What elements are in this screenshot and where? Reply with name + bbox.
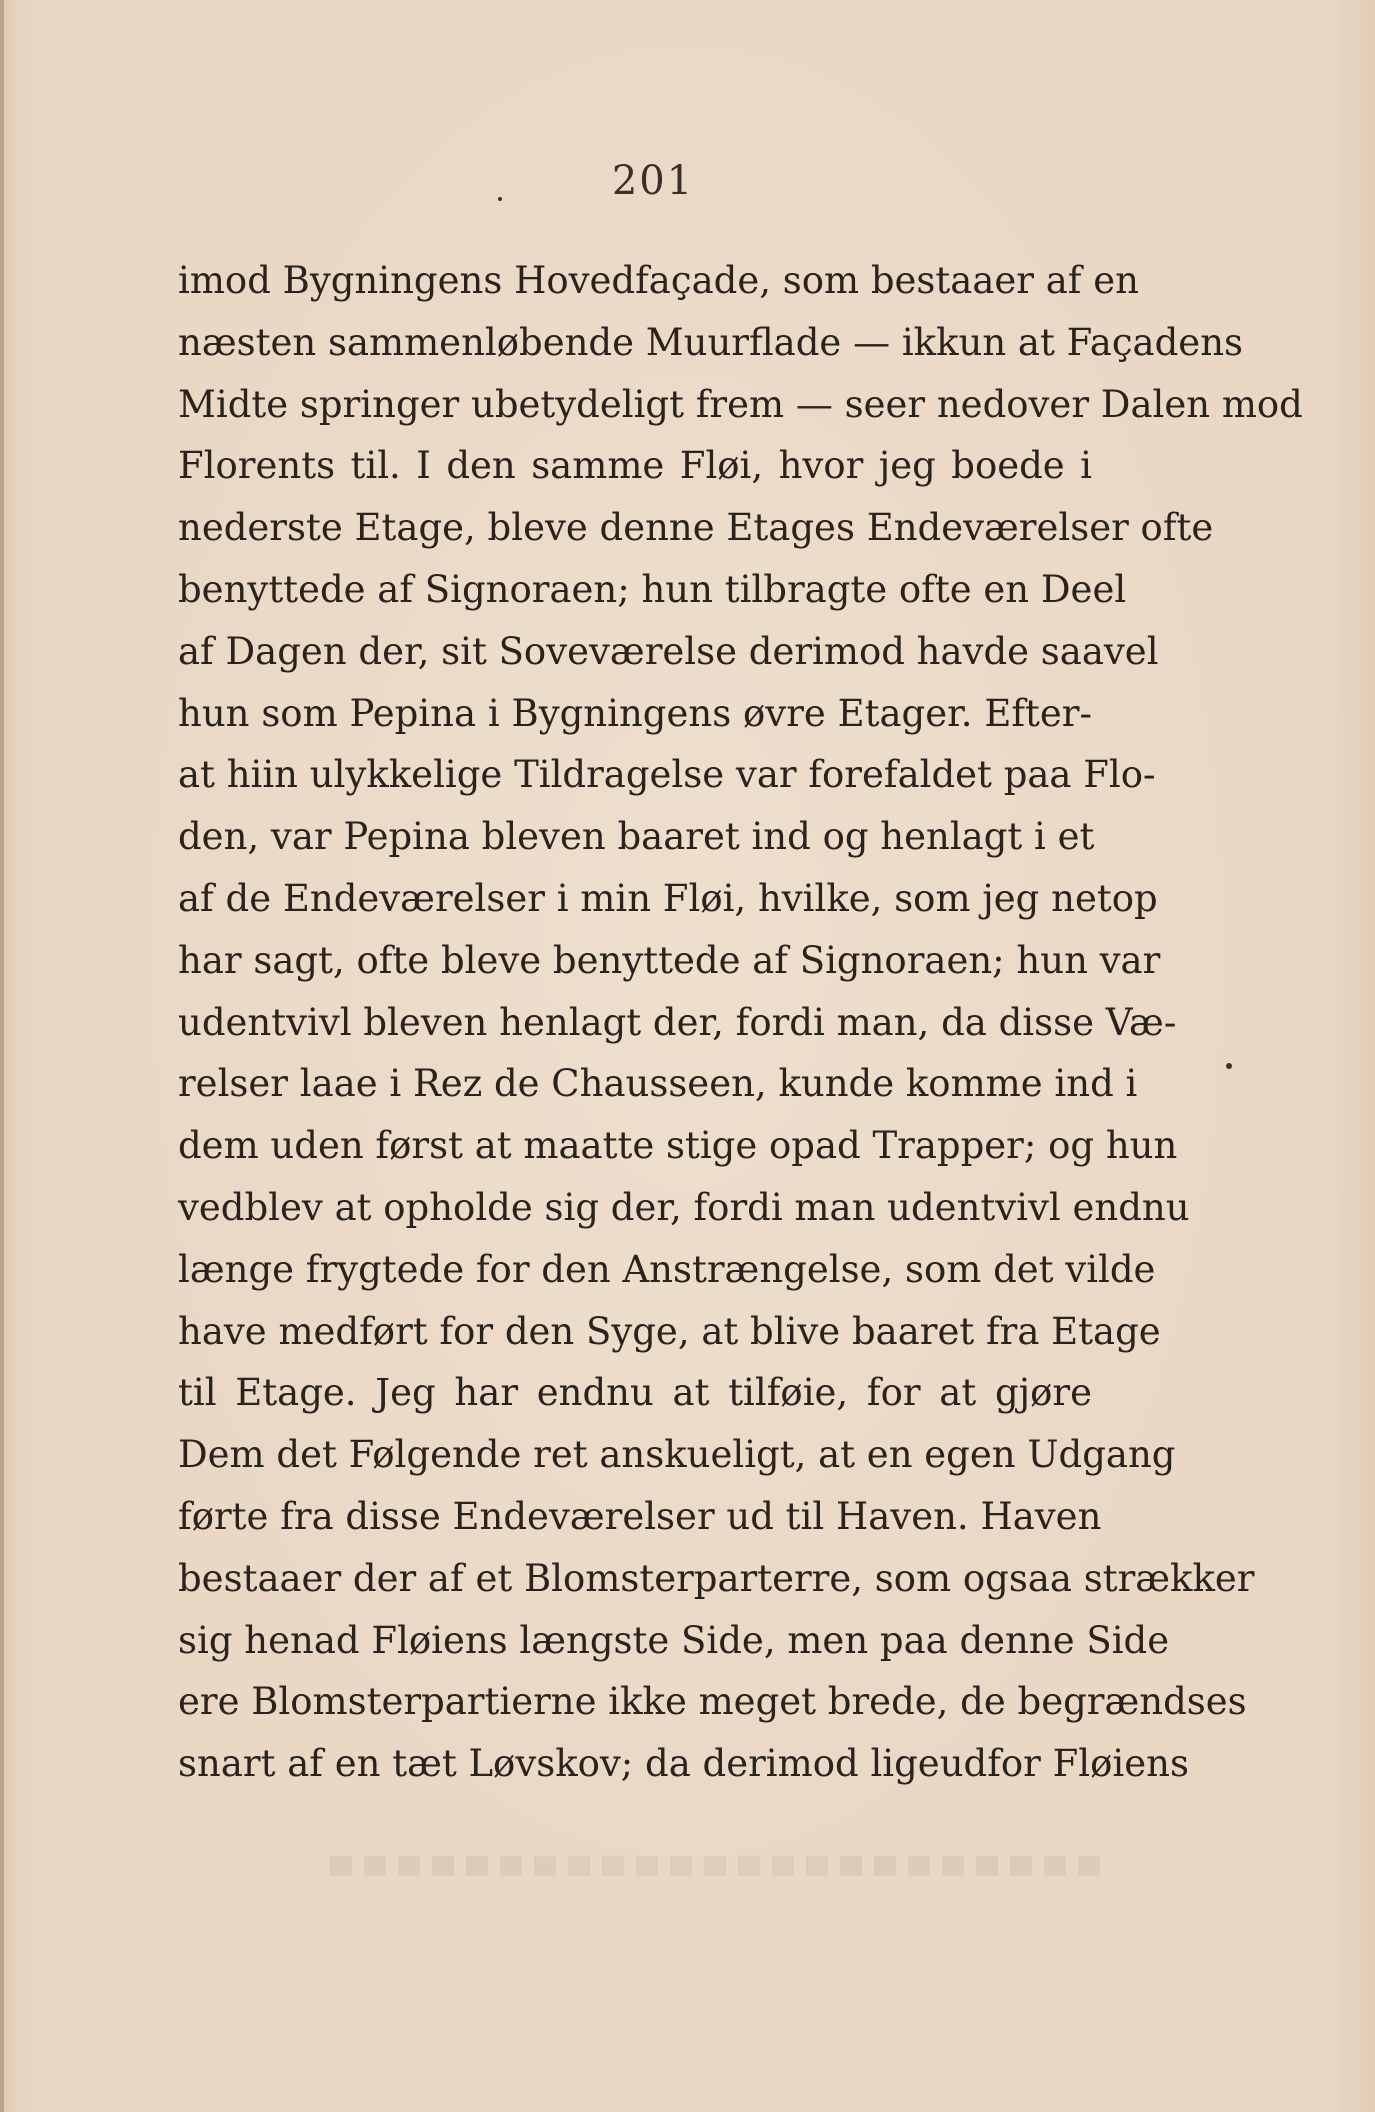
page-edge xyxy=(0,0,4,2112)
text-line: have medført for den Syge, at blive baaret fra Etage xyxy=(178,1309,1161,1353)
text-line: Midte springer ubetydeligt frem — seer nedover Dalen mod xyxy=(178,382,1303,426)
text-line: dem uden først at maatte stige opad Trapper; og hun xyxy=(178,1124,1178,1168)
text-line: snart af en tæt Løvskov; da derimod ligeudfor Fløiens xyxy=(178,1742,1189,1786)
text-line: ere Blomsterpartierne ikke meget brede, de begrændses xyxy=(178,1680,1247,1724)
text-line: relser laae i Rez de Chausseen, kunde komme ind i xyxy=(178,1062,1138,1106)
text-line: Dem det Følgende ret anskueligt, at en egen Udgang xyxy=(178,1433,1176,1477)
text-line: vedblev at opholde sig der, fordi man udentvivl endnu xyxy=(178,1185,1190,1229)
text-line: nederste Etage, bleve denne Etages Endeværelser ofte xyxy=(178,506,1214,550)
text-line: næsten sammenløbende Muurflade — ikkun at Façadens xyxy=(178,320,1244,364)
text-line: til Etage. Jeg har endnu at tilføie, for at gjøre xyxy=(178,1371,1092,1415)
text-line: af de Endeværelser i min Fløi, hvilke, som jeg netop xyxy=(178,876,1158,920)
text-line: længe frygtede for den Anstrængelse, som det vilde xyxy=(178,1247,1156,1291)
text-line: imod Bygningens Hovedfaçade, som bestaaer af en xyxy=(178,259,1139,302)
text-line: bestaaer der af et Blomsterparterre, som ogsaa strækker xyxy=(178,1556,1255,1600)
ink-speck xyxy=(1226,1063,1232,1069)
body-text xyxy=(178,250,1303,1795)
text-line: Florents til. I den samme Fløi, hvor jeg boede i xyxy=(178,444,1092,488)
text-line: at hiin ulykkelige Tildragelse var forefaldet paa Flo- xyxy=(178,753,1156,797)
text-line: førte fra disse Endeværelser ud til Haven. Haven xyxy=(178,1494,1102,1538)
text-line: af Dagen der, sit Soveværelse derimod havde saavel xyxy=(178,629,1159,673)
text-line: sig henad Fløiens længste Side, men paa denne Side xyxy=(178,1618,1170,1662)
page-number: 201 xyxy=(611,158,695,204)
text-line: hun som Pepina i Bygningens øvre Etager. Efter- xyxy=(178,691,1092,735)
text-line: udentvivl bleven henlagt der, fordi man, da disse Væ- xyxy=(178,1000,1177,1044)
text-line: benyttede af Signoraen; hun tilbragte ofte en Deel xyxy=(178,567,1127,611)
show-through-bleed xyxy=(330,1856,1110,1876)
text-line: den, var Pepina bleven baaret ind og henlagt i et xyxy=(178,815,1095,859)
text-line: har sagt, ofte bleve benyttede af Signoraen; hun var xyxy=(178,938,1161,982)
